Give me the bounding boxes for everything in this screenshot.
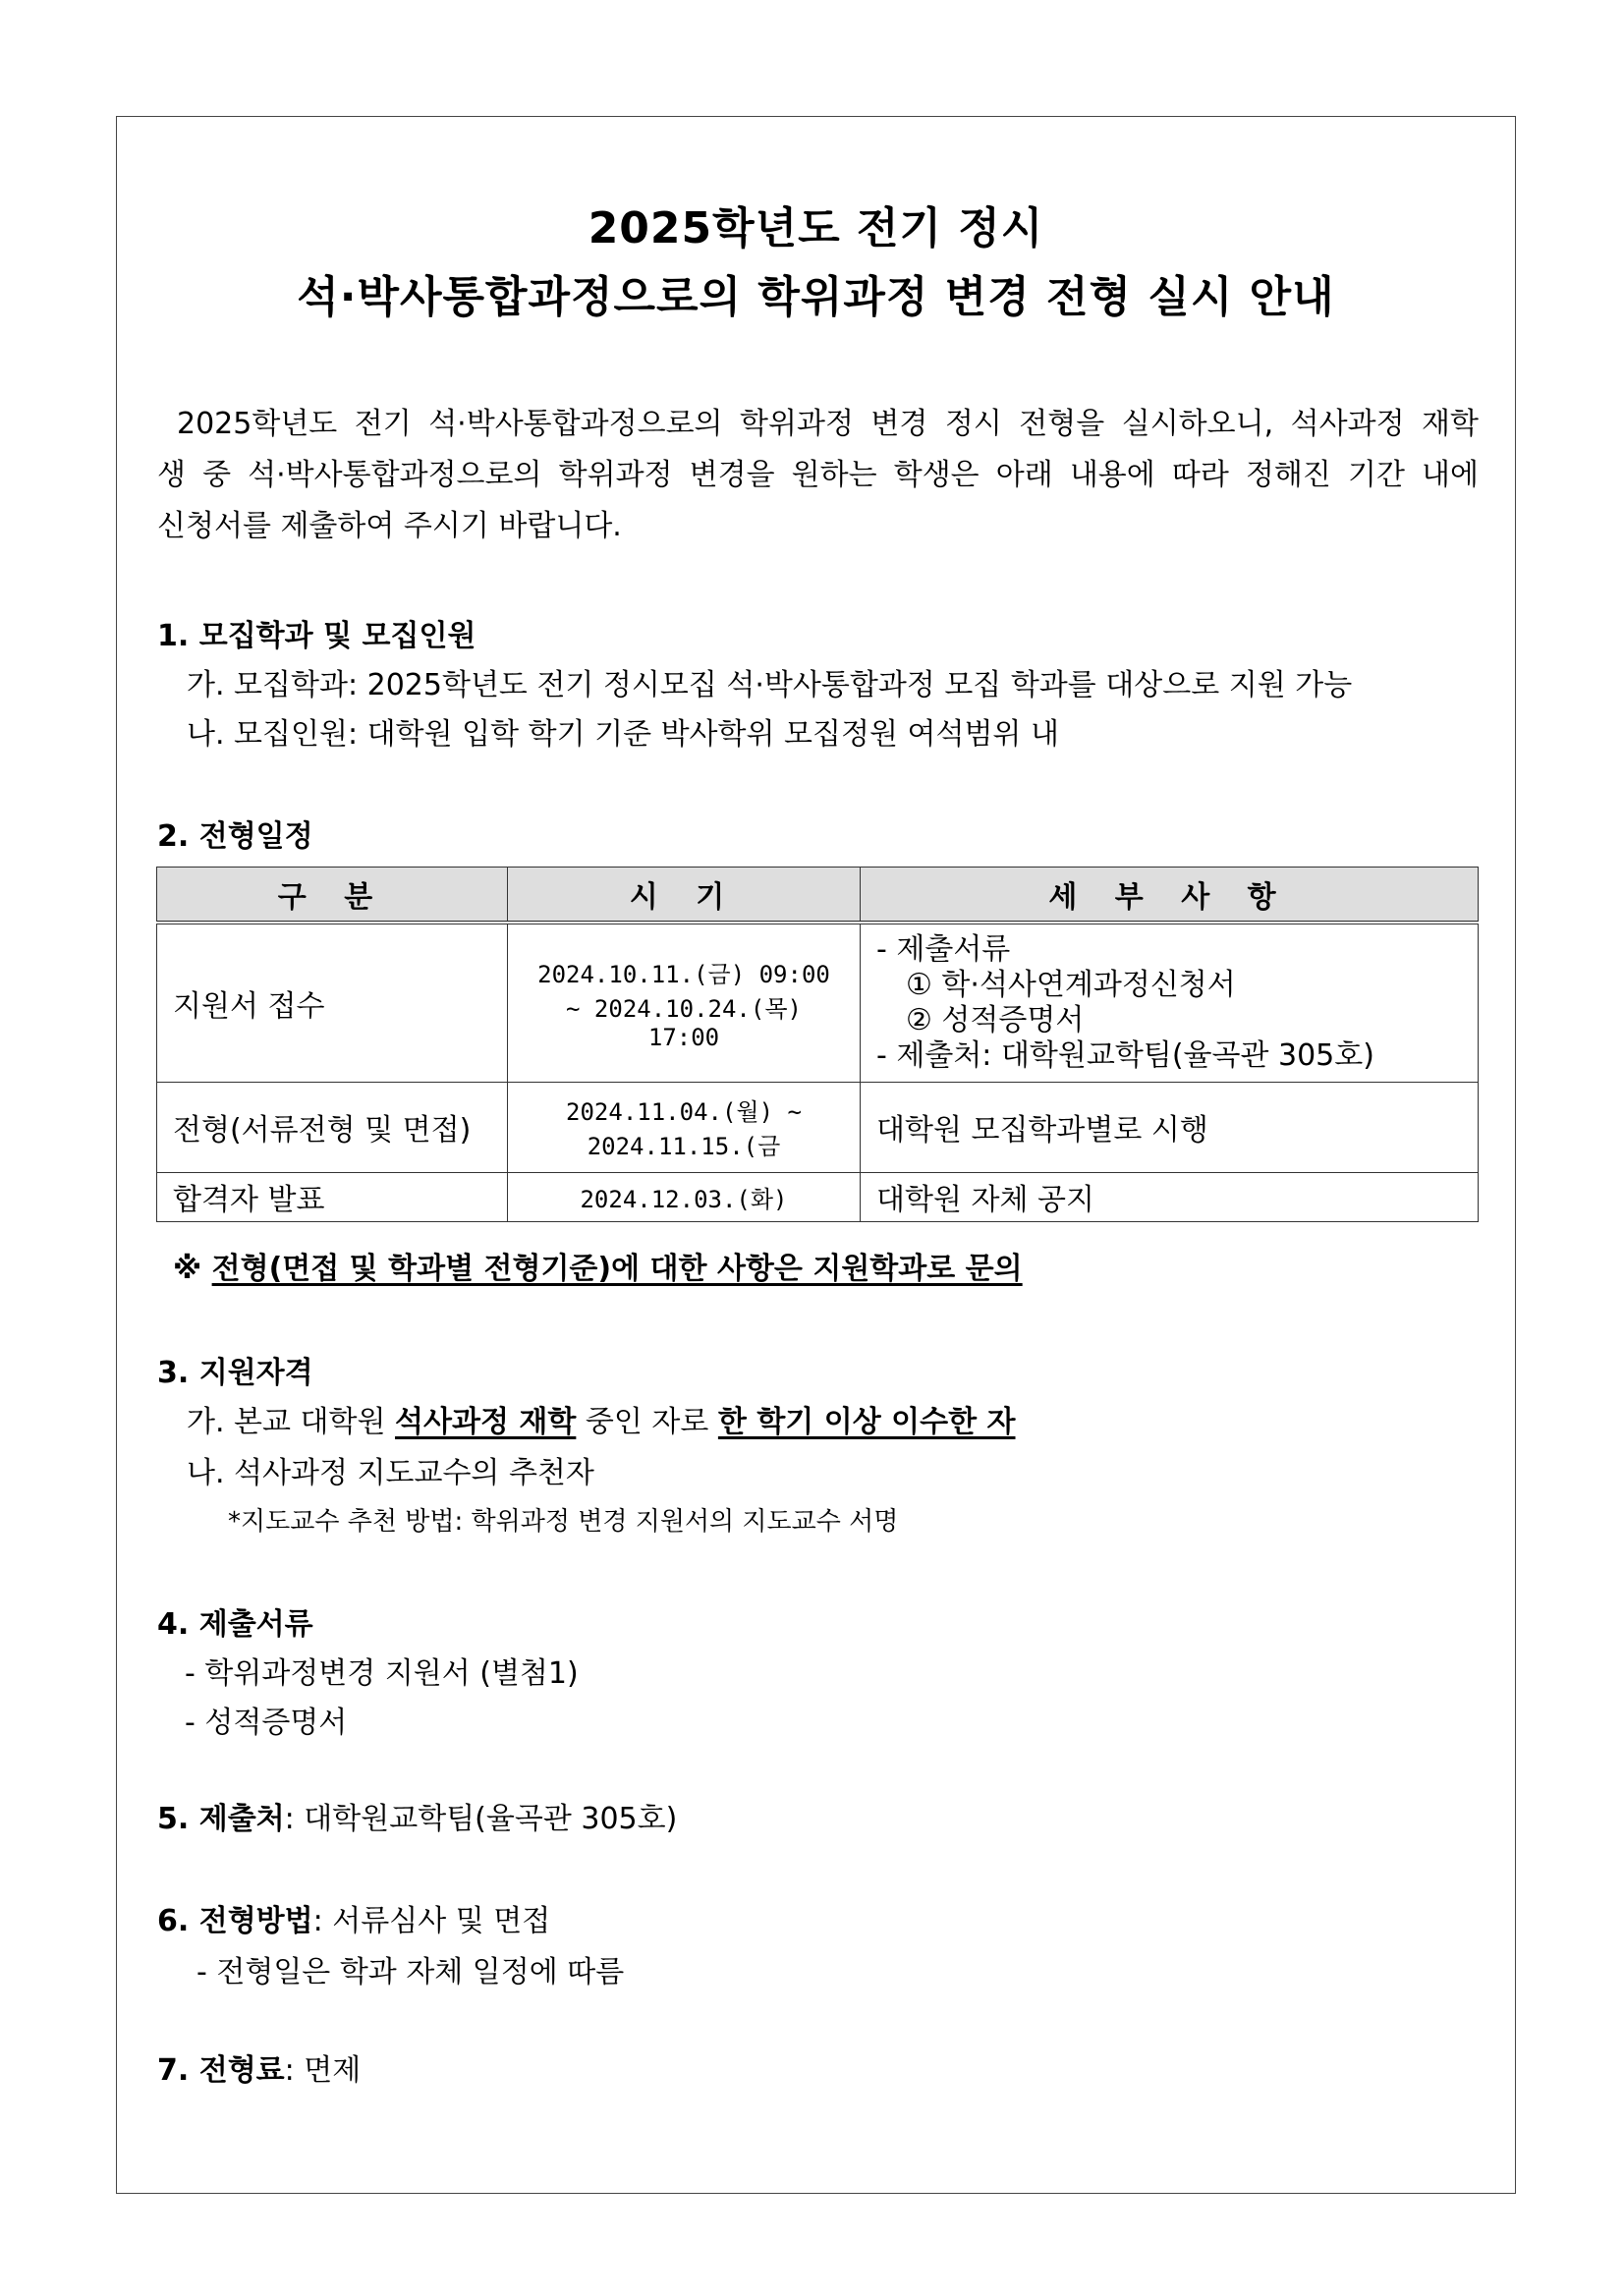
section6 <box>157 1896 550 1939</box>
intro-line-3: 신청서를 제출하여 주시기 바랍니다. <box>157 509 622 543</box>
section5-label: 5. 제출처 <box>157 1802 285 1836</box>
section5-text: : 대학원교학팀(율곡관 305호) <box>284 1802 678 1836</box>
section7-text: : 면제 <box>284 2053 362 2088</box>
row-details <box>861 923 1479 1082</box>
section4-item: - 성적증명서 <box>185 1706 348 1740</box>
section6-sub: - 전형일은 학과 자체 일정에 따름 <box>196 1955 625 1989</box>
period-end: ~ 2024.10.24.(목) 17:00 <box>566 994 802 1051</box>
detail-line: - 제출처: 대학원교학팀(율곡관 305호) <box>876 1037 1374 1073</box>
row-period <box>508 1082 861 1172</box>
section7-label: 7. 전형료 <box>157 2053 285 2088</box>
emphasis-masters-enrolled: 석사과정 재학 <box>395 1405 577 1439</box>
row-period <box>508 923 861 1082</box>
note-mark: ※ <box>173 1252 212 1286</box>
table-row <box>157 1082 1479 1172</box>
title-line-1: 2025학년도 전기 정시 <box>588 203 1044 253</box>
section4-heading: 4. 제출서류 <box>157 1607 313 1642</box>
section6-text: : 서류심사 및 면접 <box>312 1904 551 1938</box>
section6-label: 6. 전형방법 <box>157 1904 313 1938</box>
section1-heading: 1. 모집학과 및 모집인원 <box>157 619 476 653</box>
section2-note <box>173 1244 1023 1287</box>
row-details: 대학원 자체 공지 <box>861 1172 1479 1221</box>
row-details: 대학원 모집학과별로 시행 <box>861 1082 1479 1172</box>
header-period: 시 기 <box>508 868 861 924</box>
table-row <box>157 1172 1479 1221</box>
section3-item-a: 가. 본교 대학원 석사과정 재학 중인 자로 한 학기 이상 이수한 자 <box>187 1405 1016 1439</box>
period-end: 2024.11.15.(금 <box>587 1133 781 1160</box>
period-start: 2024.11.04.(월) ~ <box>566 1098 802 1126</box>
intro-line-1: 2025학년도 전기 석·박사통합과정으로의 학위과정 변경 정시 전형을 실시하오니, 석사과정 재학 <box>177 407 1479 441</box>
row-period: 2024.12.03.(화) <box>508 1172 861 1221</box>
schedule-header-row <box>157 868 1479 924</box>
row-category: 합격자 발표 <box>157 1172 508 1221</box>
detail-line: ② 성적증명서 <box>906 1002 1085 1037</box>
intro-line-2: 생 중 석·박사통합과정으로의 학위과정 변경을 원하는 학생은 아래 내용에 따라 정해진 기간 내에 <box>157 458 1479 492</box>
section4-item: - 학위과정변경 지원서 (별첨1) <box>185 1656 579 1691</box>
section1-item-b: 나. 모집인원: 대학원 입학 학기 기준 박사학위 모집정원 여석범위 내 <box>187 717 1059 752</box>
section1-item-a: 가. 모집학과: 2025학년도 전기 정시모집 석·박사통합과정 모집 학과를 대상으로 지원 가능 <box>187 668 1353 702</box>
emphasis-one-semester: 한 학기 이상 이수한 자 <box>717 1405 1016 1439</box>
row-category: 전형(서류전형 및 면접) <box>157 1082 508 1172</box>
header-details: 세 부 사 항 <box>861 868 1479 924</box>
section3-note: *지도교수 추천 방법: 학위과정 변경 지원서의 지도교수 서명 <box>228 1507 899 1537</box>
note-text: 전형(면접 및 학과별 전형기준)에 대한 사항은 지원학과로 문의 <box>211 1252 1023 1286</box>
row-category: 지원서 접수 <box>157 923 508 1082</box>
table-row <box>157 923 1479 1082</box>
section3-item-b: 나. 석사과정 지도교수의 추천자 <box>187 1456 594 1490</box>
schedule-table <box>156 867 1479 1222</box>
section3-heading: 3. 지원자격 <box>157 1356 313 1390</box>
detail-line: ① 학·석사연계과정신청서 <box>906 967 1236 1002</box>
header-category: 구 분 <box>157 868 508 924</box>
detail-line: - 제출서류 <box>876 931 1011 967</box>
title-line-2: 석·박사통합과정으로의 학위과정 변경 전형 실시 안내 <box>297 272 1335 322</box>
section5 <box>157 1794 677 1837</box>
period-start: 2024.10.11.(금) 09:00 <box>537 960 830 988</box>
section2-heading: 2. 전형일정 <box>157 819 313 854</box>
section7 <box>157 2045 361 2089</box>
